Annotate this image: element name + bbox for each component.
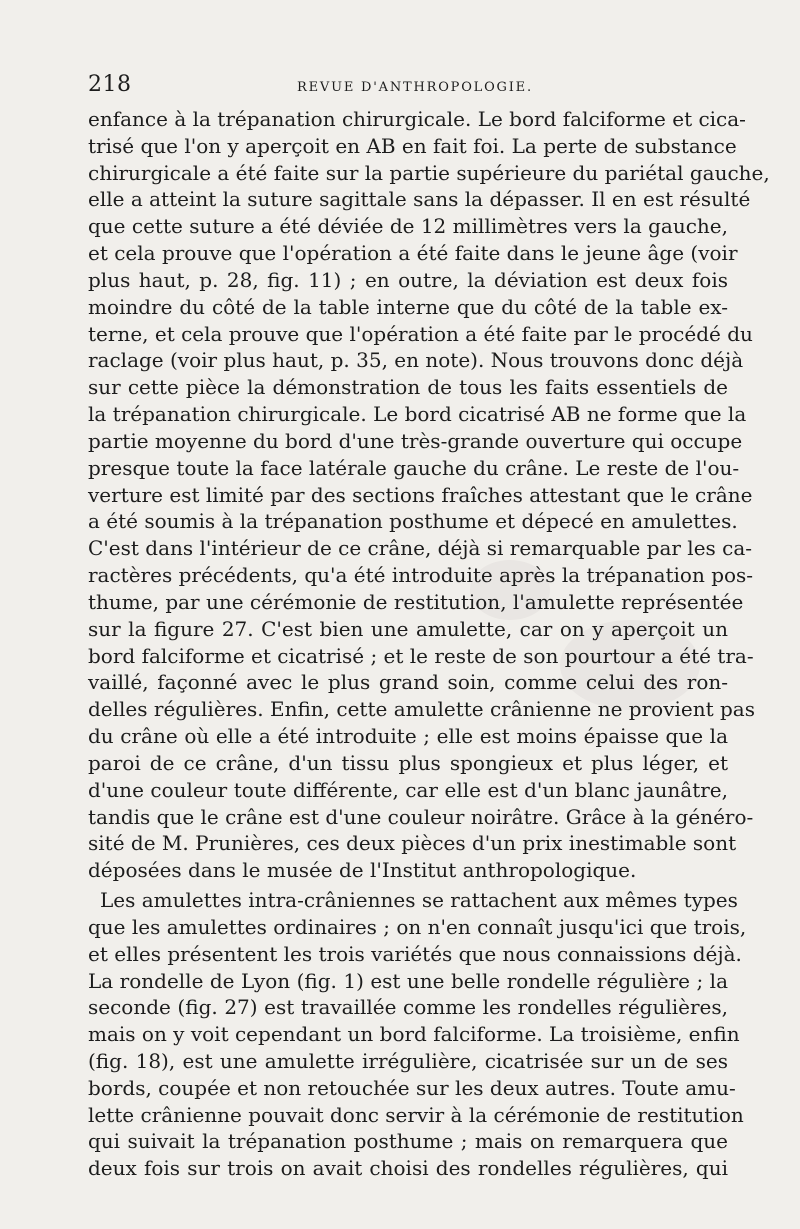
text-line: bord falciforme et cicatrisé ; et le reste de son pourtour a été tra- — [88, 643, 754, 668]
text-line: que les amulettes ordinaires ; on n'en connaît jusqu'ici que trois, — [88, 914, 747, 939]
text-line: sur cette pièce la démonstration de tous les faits essentiels de — [88, 375, 728, 400]
text-line: lette crânienne pouvait donc servir à la cérémonie de restitution — [88, 1102, 744, 1127]
text-line: raclage (voir plus haut, p. 35, en note). Nous trouvons donc déjà — [88, 348, 744, 373]
text-line: Les amulettes intra-crâniennes se rattachent aux mêmes types — [100, 888, 738, 913]
text-line: moindre du côté de la table interne que du côté de la table ex- — [88, 294, 728, 319]
page-header — [88, 72, 728, 102]
text-line: tandis que le crâne est d'une couleur noirâtre. Grâce à la généro- — [88, 804, 754, 829]
text-line: deux fois sur trois on avait choisi des rondelles régulières, qui — [88, 1156, 728, 1181]
paragraph — [88, 106, 770, 884]
text-line: sité de M. Prunières, ces deux pièces d'un prix inestimable sont — [88, 831, 737, 856]
text-line: plus haut, p. 28, fig. 11) ; en outre, la déviation est deux fois — [88, 267, 728, 292]
text-line: trisé que l'on y aperçoit en AB en fait foi. La perte de substance — [88, 133, 737, 158]
text-line: chirurgicale a été faite sur la partie supérieure du pariétal gauche, — [88, 160, 770, 185]
paragraph — [88, 887, 747, 1182]
text-line: sur la figure 27. C'est bien une amulette, car on y aperçoit un — [88, 616, 728, 641]
text-line: La rondelle de Lyon (fig. 1) est une belle rondelle régulière ; la — [88, 968, 728, 993]
text-line: partie moyenne du bord d'une très-grande ouverture qui occupe — [88, 428, 743, 453]
text-line: (fig. 18), est une amulette irrégulière, cicatrisée sur un de ses — [88, 1048, 728, 1073]
text-line: elle a atteint la suture sagittale sans la dépasser. Il en est résulté — [88, 187, 751, 212]
text-line: C'est dans l'intérieur de ce crâne, déjà si remarquable par les ca- — [88, 536, 753, 561]
text-line: ractères précédents, qu'a été introduite après la trépanation pos- — [88, 563, 754, 588]
running-title: REVUE D'ANTHROPOLOGIE. — [297, 80, 533, 95]
text-line: delles régulières. Enfin, cette amulette crânienne ne provient pas — [88, 697, 755, 722]
text-line: la trépanation chirurgicale. Le bord cicatrisé AB ne forme que la — [88, 402, 747, 427]
text-line: enfance à la trépanation chirurgicale. Le bord falciforme et cica- — [88, 107, 746, 131]
text-line: bords, coupée et non retouchée sur les deux autres. Toute amu- — [88, 1075, 736, 1100]
text-line: paroi de ce crâne, d'un tissu plus spongieux et plus léger, et — [88, 750, 728, 775]
text-line: thume, par une cérémonie de restitution, l'amulette représentée — [88, 589, 744, 614]
text-line: et elles présentent les trois variétés que nous connaissions déjà. — [88, 941, 742, 966]
text-line: du crâne où elle a été introduite ; elle est moins épaisse que la — [88, 724, 728, 749]
text-line: déposées dans le musée de l'Institut anthropologique. — [88, 858, 637, 883]
text-line: d'une couleur toute différente, car elle est d'un blanc jaunâtre, — [88, 777, 728, 802]
text-line: verture est limité par des sections fraîches attestant que le crâne — [88, 482, 753, 507]
text-line: vaillé, façonné avec le plus grand soin, comme celui des ron- — [88, 670, 728, 695]
text-line: terne, et cela prouve que l'opération a été faite par le procédé du — [88, 321, 753, 346]
body-text — [88, 106, 770, 1182]
text-line: que cette suture a été déviée de 12 millimètres vers la gauche, — [88, 214, 728, 239]
text-line: qui suivait la trépanation posthume ; mais on remarquera que — [88, 1129, 728, 1154]
text-line: seconde (fig. 27) est travaillée comme les rondelles régulières, — [88, 995, 728, 1020]
text-line: et cela prouve que l'opération a été faite dans le jeune âge (voir — [88, 241, 738, 266]
text-line: a été soumis à la trépanation posthume et dépecé en amulettes. — [88, 509, 738, 534]
text-line: mais on y voit cependant un bord falciforme. La troisième, enfin — [88, 1022, 740, 1047]
text-line: presque toute la face latérale gauche du crâne. Le reste de l'ou- — [88, 455, 740, 480]
page-number: 218 — [88, 72, 132, 97]
